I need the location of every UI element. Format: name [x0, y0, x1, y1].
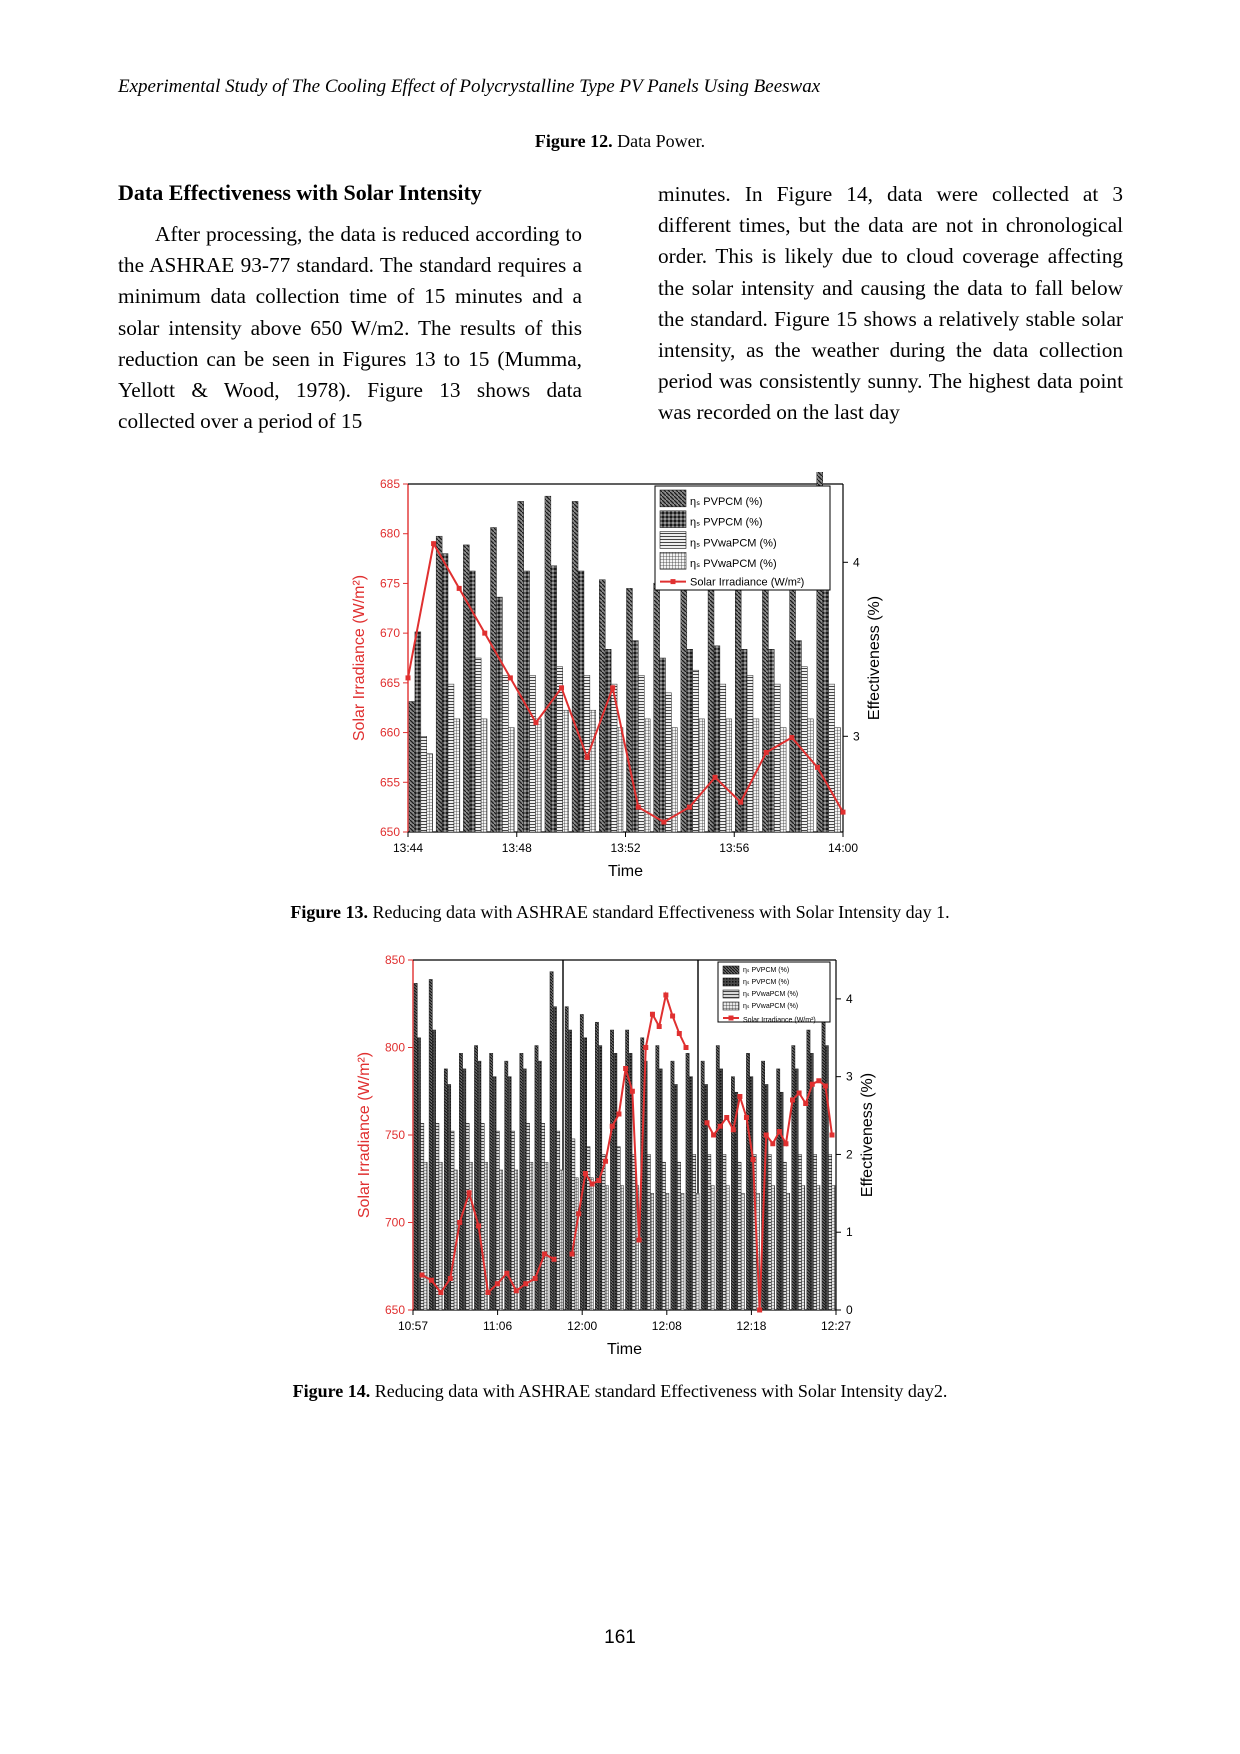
effectiveness-bar [738, 1162, 741, 1310]
solar-irradiance-point [542, 1252, 547, 1257]
x-tick-label: 12:27 [820, 1319, 852, 1333]
effectiveness-bar [807, 719, 813, 832]
effectiveness-bar [572, 1139, 575, 1310]
legend-label: ηₛ PVPCM (%) [690, 495, 763, 508]
y-tick-label: 650 [384, 1303, 405, 1317]
effectiveness-bar [560, 1170, 563, 1310]
legend-label: ηₛ PVwaPCM (%) [690, 558, 777, 571]
legend-swatch [660, 511, 686, 528]
y-right-tick-label: 2 [846, 1147, 853, 1162]
y-tick-label: 685 [379, 477, 400, 491]
solar-irradiance-point [751, 1157, 756, 1162]
solar-irradiance-point [467, 1190, 472, 1195]
x-tick-label: 14:00 [827, 841, 859, 855]
effectiveness-bar [590, 1178, 593, 1310]
effectiveness-bar [580, 1014, 583, 1310]
solar-irradiance-point [523, 1281, 528, 1286]
effectiveness-bar [796, 641, 802, 832]
solar-irradiance-point [583, 1171, 588, 1176]
effectiveness-bar [414, 983, 417, 1310]
effectiveness-bar [696, 1193, 699, 1310]
section-heading: Data Effectiveness with Solar Intensity [118, 180, 482, 205]
left-column [118, 219, 582, 437]
x-tick-label: 13:48 [501, 841, 532, 855]
effectiveness-bar [735, 580, 741, 832]
effectiveness-bar [463, 1069, 466, 1310]
solar-irradiance-point [770, 1141, 775, 1146]
solar-irradiance-point [559, 685, 564, 690]
solar-irradiance-point [623, 1066, 628, 1071]
right-column [658, 179, 1123, 429]
effectiveness-bar [575, 1178, 578, 1310]
effectiveness-bar [708, 1154, 711, 1310]
solar-irradiance-point [810, 1082, 815, 1087]
figure-13-caption-text: Reducing data with ASHRAE standard Effectiveness with Solar Intensity day 1. [372, 902, 950, 922]
x-axis-label: Time [607, 1341, 642, 1358]
effectiveness-bar [692, 1154, 695, 1310]
solar-irradiance-point [429, 1278, 434, 1283]
effectiveness-bar [541, 1123, 544, 1310]
effectiveness-bar [520, 1053, 523, 1310]
solar-irradiance-point [476, 1224, 481, 1229]
effectiveness-bar [719, 1069, 722, 1310]
effectiveness-bar [699, 719, 705, 832]
effectiveness-bar [780, 1092, 783, 1310]
solar-irradiance-point [687, 805, 692, 810]
effectiveness-bar [590, 710, 596, 832]
effectiveness-bar [627, 588, 633, 832]
effectiveness-bar [620, 1186, 623, 1310]
effectiveness-bar [444, 1069, 447, 1310]
y-tick-label: 800 [384, 1040, 405, 1055]
legend-label: Solar Irradiance (W/m²) [690, 576, 805, 589]
effectiveness-bar [828, 1154, 831, 1310]
effectiveness-bar [786, 1193, 789, 1310]
effectiveness-bar [720, 684, 726, 832]
effectiveness-bar [602, 1154, 605, 1310]
solar-irradiance-point [803, 1101, 808, 1106]
y-right-axis-label: Effectiveness (%) [866, 595, 883, 721]
solar-irradiance-point [823, 1084, 828, 1089]
effectiveness-bar [508, 728, 514, 832]
effectiveness-bar [711, 1186, 714, 1310]
effectiveness-bar [565, 1007, 568, 1310]
effectiveness-bar [535, 719, 541, 832]
x-tick-label: 10:57 [397, 1319, 429, 1333]
effectiveness-bar [750, 1077, 753, 1310]
effectiveness-bar [822, 1014, 825, 1310]
legend-label: ηₛ PVwaPCM (%) [690, 537, 777, 550]
solar-irradiance-point [486, 1290, 491, 1295]
effectiveness-bar [783, 1162, 786, 1310]
solar-irradiance-point [815, 765, 820, 770]
solar-irradiance-point [636, 805, 641, 810]
legend-line-marker [729, 1016, 734, 1021]
solar-irradiance-point [533, 1276, 538, 1281]
effectiveness-bar [768, 649, 774, 832]
effectiveness-bar [723, 1154, 726, 1310]
solar-irradiance-point [616, 1112, 621, 1117]
effectiveness-bar [790, 583, 796, 832]
effectiveness-bar [817, 1186, 820, 1310]
effectiveness-bar [802, 1186, 805, 1310]
effectiveness-bar [726, 719, 732, 832]
solar-irradiance-point [637, 1238, 642, 1243]
effectiveness-bar [572, 501, 578, 832]
effectiveness-bar [466, 1123, 469, 1310]
effectiveness-bar [427, 754, 433, 832]
y-tick-label: 700 [384, 1215, 405, 1230]
solar-irradiance-point [684, 1045, 689, 1050]
solar-irradiance-point [504, 1271, 509, 1276]
effectiveness-bar [605, 1186, 608, 1310]
solar-irradiance-point [830, 1133, 835, 1138]
running-head: Experimental Study of The Cooling Effect of Polycrystalline Type PV Panels Using Beeswax [118, 76, 821, 97]
legend-swatch [723, 966, 739, 974]
effectiveness-bar [656, 1046, 659, 1310]
legend-label: ηₛ PVPCM (%) [743, 967, 790, 974]
effectiveness-bar [469, 1162, 472, 1310]
effectiveness-bar [578, 571, 584, 832]
effectiveness-bar [429, 979, 432, 1310]
effectiveness-bar [768, 1154, 771, 1310]
solar-irradiance-point [738, 800, 743, 805]
solar-irradiance-point [737, 1094, 742, 1099]
effectiveness-bar [448, 684, 454, 832]
solar-irradiance-point [448, 1276, 453, 1281]
solar-irradiance-point [724, 1115, 729, 1120]
effectiveness-bar [798, 1154, 801, 1310]
effectiveness-bar [617, 728, 623, 832]
effectiveness-bar [829, 684, 835, 832]
y-right-tick-label: 4 [846, 991, 853, 1006]
y-right-tick-label: 1 [846, 1225, 853, 1240]
effectiveness-bar [771, 1186, 774, 1310]
legend-label: Solar Irradiance (W/m²) [743, 1017, 816, 1024]
paragraph-right: minutes. In Figure 14, data were collected at 3 different times, but the data are not in chronological order. This is likely due to cloud coverage affecting the solar intensity and causing the data to fall below the standard. Figure 15 shows a relatively stable solar intensity, as the weather during the data collection period was consistently sunny. The highest data point was recorded on the last day [658, 182, 1123, 425]
x-tick-label: 12:18 [736, 1319, 767, 1333]
effectiveness-bar [693, 670, 699, 832]
figure-12-caption [0, 131, 1240, 152]
effectiveness-bar [491, 528, 497, 833]
effectiveness-bar [708, 580, 714, 832]
effectiveness-bar [660, 658, 666, 832]
solar-irradiance-point [790, 1098, 795, 1103]
page-number: 161 [604, 1627, 636, 1648]
figure-14-label: Figure 14. [292, 1381, 371, 1401]
solar-irradiance-point [777, 1129, 782, 1134]
x-tick-label: 12:08 [651, 1319, 682, 1333]
effectiveness-bar [792, 1046, 795, 1310]
effectiveness-bar [666, 693, 672, 832]
solar-irradiance-point [797, 1091, 802, 1096]
effectiveness-bar [741, 1193, 744, 1310]
figure-12-label: Figure 12. [534, 131, 613, 151]
effectiveness-bar [617, 1147, 620, 1310]
solar-irradiance-point [789, 735, 794, 740]
solar-irradiance-point [744, 1115, 749, 1120]
effectiveness-bar [432, 1030, 435, 1310]
solar-irradiance-point [670, 1014, 675, 1019]
effectiveness-bar [832, 1186, 835, 1310]
effectiveness-bar [671, 1061, 674, 1310]
effectiveness-bar [659, 1069, 662, 1310]
x-tick-label: 11:06 [483, 1319, 513, 1333]
solar-irradiance-point [585, 755, 590, 760]
y-right-tick-label: 4 [853, 555, 860, 570]
effectiveness-bar [701, 1061, 704, 1310]
effectiveness-bar [523, 1069, 526, 1310]
effectiveness-bar [424, 1162, 427, 1310]
effectiveness-bar [442, 554, 448, 832]
effectiveness-bar [518, 501, 524, 832]
effectiveness-bar [599, 580, 605, 832]
solar-irradiance-point [816, 1078, 821, 1083]
y-right-tick-label: 3 [846, 1069, 853, 1084]
effectiveness-bar [835, 728, 841, 832]
effectiveness-bar [439, 1162, 442, 1310]
legend-label: ηₛ PVPCM (%) [690, 516, 763, 529]
effectiveness-bar [463, 545, 469, 832]
y-tick-label: 665 [379, 675, 400, 690]
solar-irradiance-point [533, 720, 538, 725]
solar-irradiance-point [457, 586, 462, 591]
effectiveness-bar [662, 1162, 665, 1310]
effectiveness-bar [762, 583, 768, 832]
legend-label: ηₛ PVwaPCM (%) [743, 991, 799, 998]
solar-irradiance-point [663, 993, 668, 998]
solar-irradiance-point [590, 1182, 595, 1187]
solar-irradiance-point [764, 1133, 769, 1138]
effectiveness-bar [478, 1061, 481, 1310]
solar-irradiance-point [643, 1045, 648, 1050]
effectiveness-bar [493, 1077, 496, 1310]
effectiveness-bar [677, 1162, 680, 1310]
solar-irradiance-point [677, 1031, 682, 1036]
effectiveness-bar [481, 719, 487, 832]
effectiveness-bar [451, 1131, 454, 1310]
figure-13-chart [330, 472, 900, 892]
figure-12-caption-text: Data Power. [617, 131, 706, 151]
figure-13-caption [0, 902, 1240, 923]
effectiveness-bar [731, 1077, 734, 1310]
solar-irradiance-point [657, 1024, 662, 1029]
effectiveness-bar [823, 562, 829, 832]
solar-irradiance-point [757, 1308, 762, 1313]
solar-irradiance-point [552, 1257, 557, 1262]
effectiveness-bar [774, 684, 780, 832]
effectiveness-bar [813, 1154, 816, 1310]
effectiveness-bar [614, 1053, 617, 1310]
legend-swatch [660, 532, 686, 549]
effectiveness-bar [605, 649, 611, 832]
solar-irradiance-point [431, 541, 436, 546]
solar-irradiance-point [610, 685, 615, 690]
y-tick-label: 750 [384, 1128, 405, 1142]
y-tick-label: 650 [379, 825, 400, 839]
effectiveness-bar [474, 1046, 477, 1310]
effectiveness-bar [553, 1007, 556, 1310]
solar-irradiance-point [438, 1290, 443, 1295]
effectiveness-bar [714, 646, 720, 832]
effectiveness-bar [610, 1030, 613, 1310]
effectiveness-bar [454, 719, 460, 832]
solar-irradiance-point [406, 675, 411, 680]
solar-irradiance-point [841, 810, 846, 815]
legend-label: ηₛ PVwaPCM (%) [743, 1003, 799, 1010]
effectiveness-bar [595, 1022, 598, 1310]
y-right-tick-label: 0 [846, 1303, 853, 1317]
y-axis-label: Solar Irradiance (W/m²) [356, 1051, 373, 1219]
y-tick-label: 680 [379, 526, 400, 541]
solar-irradiance-point [711, 1133, 716, 1138]
effectiveness-bar [545, 1162, 548, 1310]
x-tick-label: 13:56 [719, 841, 750, 855]
solar-irradiance-point [610, 1124, 615, 1129]
effectiveness-bar [666, 1193, 669, 1310]
effectiveness-bar [530, 675, 536, 832]
x-axis-label: Time [608, 863, 643, 880]
solar-irradiance-point [731, 1127, 736, 1132]
legend-swatch [723, 1002, 739, 1010]
x-tick-label: 12:00 [567, 1319, 598, 1333]
y-axis-label: Solar Irradiance (W/m²) [351, 574, 368, 742]
effectiveness-bar [716, 1046, 719, 1310]
y-tick-label: 660 [379, 725, 400, 740]
effectiveness-bar [415, 632, 421, 832]
effectiveness-bar [490, 1053, 493, 1310]
legend-swatch [660, 490, 686, 507]
effectiveness-bar [681, 1193, 684, 1310]
effectiveness-bar [654, 583, 660, 832]
effectiveness-bar [459, 1053, 462, 1310]
effectiveness-bar [496, 597, 502, 832]
legend-label: ηₛ PVPCM (%) [743, 979, 790, 986]
solar-irradiance-point [495, 1281, 500, 1286]
solar-irradiance-point [783, 1141, 788, 1146]
effectiveness-bar [795, 1069, 798, 1310]
effectiveness-bar [674, 1084, 677, 1310]
legend-swatch [660, 552, 686, 569]
figure-14-caption [0, 1381, 1240, 1402]
solar-irradiance-point [570, 1252, 575, 1257]
solar-irradiance-point [705, 1120, 710, 1125]
effectiveness-bar [538, 1061, 541, 1310]
x-tick-label: 13:52 [610, 841, 641, 855]
x-tick-label: 13:44 [392, 841, 424, 855]
y-right-tick-label: 3 [853, 729, 860, 744]
paragraph-left: After processing, the data is reduced according to the ASHRAE 93-77 standard. The standard requires a minimum data collection time of 15 minutes and a solar intensity above 650 W/m2. The results of this reduction can be seen in Figures 13 to 15 (Mumma, Yellott & Wood, 1978). Figure 13 shows data collected over a period of 15 [118, 222, 582, 434]
effectiveness-bar [417, 1038, 420, 1310]
effectiveness-bar [568, 1030, 571, 1310]
effectiveness-bar [681, 576, 687, 832]
effectiveness-bar [530, 1162, 533, 1310]
y-tick-label: 675 [379, 576, 400, 591]
y-right-axis-label: Effectiveness (%) [859, 1072, 876, 1198]
effectiveness-bar [807, 1030, 810, 1310]
effectiveness-bar [647, 1154, 650, 1310]
effectiveness-bar [421, 736, 427, 832]
effectiveness-bar [746, 1053, 749, 1310]
effectiveness-bar [481, 1123, 484, 1310]
effectiveness-bar [421, 1123, 424, 1310]
effectiveness-bar [502, 675, 508, 832]
solar-irradiance-point [718, 1124, 723, 1129]
effectiveness-bar [475, 658, 481, 832]
effectiveness-bar [409, 702, 415, 833]
effectiveness-bar [686, 1053, 689, 1310]
effectiveness-bar [557, 1131, 560, 1310]
effectiveness-bar [704, 1084, 707, 1310]
solar-irradiance-point [457, 1220, 462, 1225]
effectiveness-bar [632, 1154, 635, 1310]
effectiveness-bar [436, 1123, 439, 1310]
figure-14-caption-text: Reducing data with ASHRAE standard Effectiveness with Solar Intensity day2. [374, 1381, 948, 1401]
figure-13-label: Figure 13. [290, 902, 369, 922]
y-tick-label: 655 [379, 775, 400, 790]
solar-irradiance-point [420, 1273, 425, 1278]
effectiveness-bar [650, 1193, 653, 1310]
solar-irradiance-point [514, 1288, 519, 1293]
solar-irradiance-point [764, 750, 769, 755]
solar-irradiance-point [603, 1159, 608, 1164]
solar-irradiance-point [713, 775, 718, 780]
effectiveness-bar [563, 710, 569, 832]
y-tick-label: 670 [379, 626, 400, 641]
effectiveness-bar [747, 675, 753, 832]
effectiveness-bar [777, 1069, 780, 1310]
solar-irradiance-point [596, 1178, 601, 1183]
solar-irradiance-point [650, 1012, 655, 1017]
effectiveness-bar [499, 1170, 502, 1310]
y-tick-label: 850 [384, 953, 405, 967]
legend-swatch [723, 990, 739, 998]
solar-irradiance-point [576, 1211, 581, 1216]
effectiveness-bar [726, 1186, 729, 1310]
figure-14-chart [330, 945, 900, 1365]
effectiveness-bar [689, 1077, 692, 1310]
solar-irradiance-point [661, 820, 666, 825]
solar-irradiance-point [482, 631, 487, 636]
solar-irradiance-point [630, 1089, 635, 1094]
legend-line-marker [671, 579, 676, 584]
legend-swatch [723, 978, 739, 986]
effectiveness-bar [545, 496, 551, 832]
solar-irradiance-point [508, 675, 513, 680]
effectiveness-bar [644, 719, 650, 832]
effectiveness-bar [765, 1084, 768, 1310]
effectiveness-bar [436, 536, 442, 832]
